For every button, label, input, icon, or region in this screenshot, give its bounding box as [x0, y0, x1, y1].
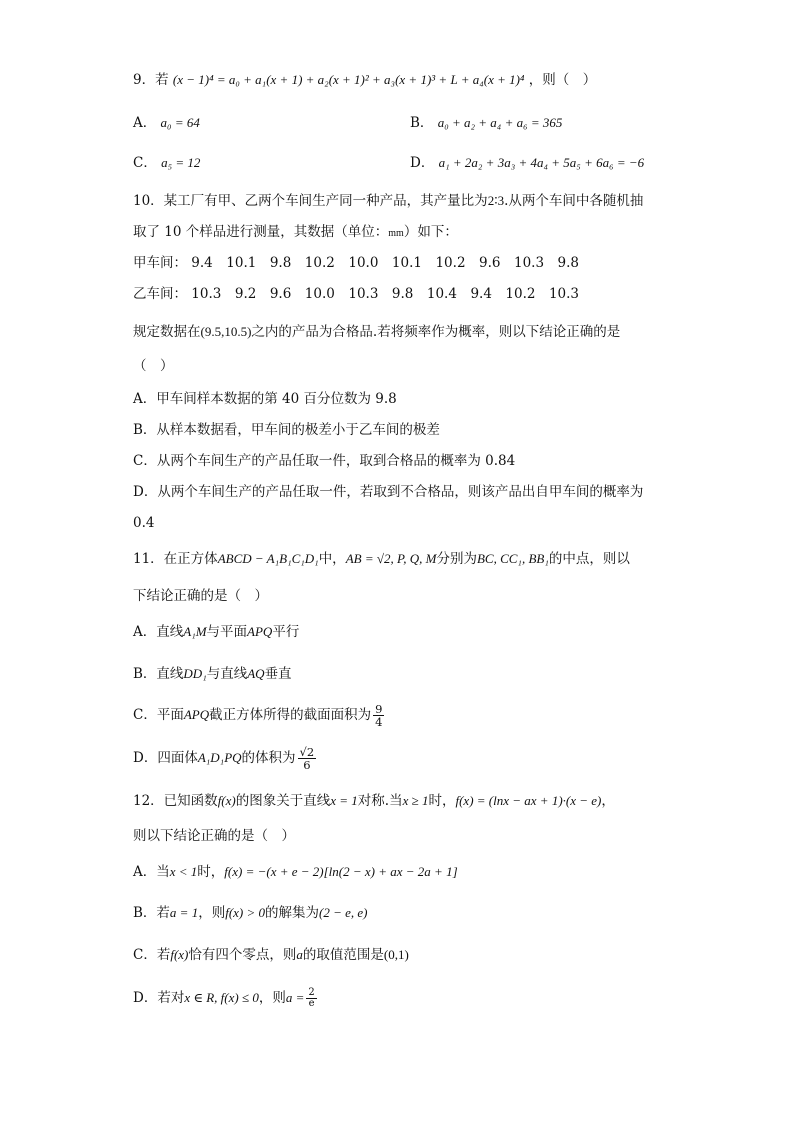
q12-c-pre: C．若: [133, 947, 171, 963]
q12-b-mid2: 的解集为: [265, 905, 320, 921]
q10-jia-label: 甲车间：: [133, 255, 187, 271]
q10-option-d-cont: 0.4: [133, 515, 155, 531]
q11-stem-line2: 下结论正确的是（ ）: [133, 588, 268, 604]
q10-rule: [133, 322, 620, 342]
q10-line2-b: ）如下：: [403, 224, 458, 240]
q12-b-cond: a = 1: [169, 905, 199, 920]
q11-d-den: 6: [303, 758, 311, 772]
q11-c-post: 截正方体所得的截面面积为: [209, 707, 372, 723]
q12-option-c: [133, 945, 409, 965]
q10-yi-label: 乙车间：: [133, 286, 187, 302]
q10-rule-b: 之内的产品为合格品.若将频率作为概率，则以下结论正确的是: [251, 324, 621, 340]
q12-c-range: (0,1): [383, 947, 409, 962]
q12-a-cond: x < 1: [169, 864, 198, 879]
q11-mid1: 中，: [318, 551, 346, 567]
q9-lead: 9．若: [133, 72, 169, 88]
q12-a-pre: A．当: [133, 864, 170, 880]
q10-line1-a: 10．某工厂有甲、乙两个车间生产同一种产品，其产量比为: [133, 193, 488, 209]
q9-option-b: [410, 113, 562, 133]
q12-mid2: 对称.当: [357, 793, 403, 809]
q9-stem: [133, 70, 596, 90]
q12-stem: [133, 791, 615, 811]
q9-expression: (x − 1)⁴ = a₀ + a₁(x + 1) + a₂(x + 1)² + a₃(x + 1)³ + L + a₄(x + 1)⁴: [172, 72, 525, 87]
q12-axis: x = 1: [330, 793, 358, 808]
q12-d-den: e: [308, 998, 315, 1009]
q10-jia-values: 9.4 10.1 9.8 10.2 10.0 10.1 10.2 9.6 10.3 9.8: [191, 255, 580, 271]
q12-c-fx: f(x): [170, 947, 189, 962]
q10-ratio: 2∶3: [487, 193, 505, 208]
q12-c-a: a: [296, 947, 303, 962]
q11-c-num: 9: [375, 702, 383, 716]
q10-jia-data: [133, 253, 579, 273]
q12-a-expr: f(x) = −(x + e − 2)[ln(2 − x) + ax − 2a + 1]: [224, 864, 458, 879]
q12-d-a: a =: [285, 990, 305, 1005]
q11-edges: BC, CC₁, BB₁: [476, 551, 549, 566]
q11-lead: 11．在正方体: [133, 551, 218, 567]
q12-d-pre: D．若对: [133, 990, 185, 1006]
q10-unit: mm: [388, 228, 404, 239]
q11-d-num: √2: [299, 745, 315, 759]
q12-b-mid1: ，则: [198, 905, 226, 921]
q11-stem: [133, 549, 630, 569]
q12-option-a: [133, 862, 458, 882]
q12-tail: ，: [601, 793, 615, 809]
q11-option-a: [133, 622, 299, 642]
q11-a-pre: A．直线: [133, 624, 184, 640]
q12-c-mid1: 恰有四个零点，则: [188, 947, 297, 963]
q9-a-expr: a₀ = 64: [160, 115, 200, 130]
q11-a-post: 平行: [272, 624, 300, 640]
q10-option-a: A．甲车间样本数据的第 40 百分位数为 9.8: [133, 391, 397, 407]
q11-tail: 的中点，则以: [548, 551, 630, 567]
q11-d-fraction: [298, 746, 317, 771]
q12-b-ineq: f(x) > 0: [225, 905, 266, 920]
q9-option-a: [133, 113, 200, 133]
q12-d-num: 2: [308, 987, 315, 998]
q9-d-label: D．: [410, 155, 435, 171]
q11-a-plane: APQ: [247, 624, 273, 639]
q10-stem-line2: [133, 222, 458, 244]
q11-option-c: [133, 703, 384, 728]
q11-a-mid: 与平面: [206, 624, 248, 640]
q11-cond: AB = √2, P, Q, M: [345, 551, 437, 566]
q12-option-d: [133, 988, 317, 1009]
q12-option-b: [133, 903, 368, 923]
q9-option-c: [133, 153, 200, 173]
q11-b-pre: B．直线: [133, 666, 184, 682]
q10-line1-b: .从两个车间中各随机抽: [504, 193, 644, 209]
q11-b-post: 垂直: [264, 666, 292, 682]
q12-definition: f(x) = (lnx − ax + 1)·(x − e): [455, 793, 602, 808]
q9-c-label: C．: [133, 155, 157, 171]
q11-d-pre: D．四面体: [133, 750, 198, 766]
q12-a-mid: 时，: [197, 864, 225, 880]
q10-option-b: B．从样本数据看，甲车间的极差小于乙车间的极差: [133, 422, 440, 438]
q10-line2-a: 取了 10 个样品进行测量，其数据（单位：: [133, 224, 389, 240]
q12-fx: f(x): [217, 793, 236, 808]
q11-option-b: [133, 664, 292, 684]
q12-mid3: 时，: [428, 793, 456, 809]
q9-a-label: A．: [133, 115, 157, 131]
q11-cube: ABCD − A₁B₁C₁D₁: [217, 551, 319, 566]
q9-option-d: [410, 153, 644, 173]
q10-paren: （ ）: [133, 358, 174, 374]
q12-stem-line2: 则以下结论正确的是（ ）: [133, 828, 295, 844]
q10-rule-a: 规定数据在: [133, 324, 201, 340]
q9-tail: ，则（ ）: [528, 72, 597, 88]
q12-cond: x ≥ 1: [402, 793, 429, 808]
q11-c-plane: APQ: [183, 707, 210, 722]
q12-b-set: (2 − e, e): [319, 905, 368, 920]
q12-d-mid: ，则: [258, 990, 286, 1006]
q11-c-pre: C．平面: [133, 707, 184, 723]
q11-a-line: A₁M: [183, 624, 207, 639]
q9-b-label: B．: [410, 115, 434, 131]
q12-b-pre: B．若: [133, 905, 170, 921]
q9-c-expr: a₅ = 12: [161, 155, 201, 170]
q11-mid2: 分别为: [436, 551, 477, 567]
q11-b-mid: 与直线: [206, 666, 248, 682]
q11-c-fraction: [373, 703, 384, 728]
q11-d-tetra: A₁D₁PQ: [197, 750, 242, 765]
q9-b-expr: a₀ + a₂ + a₄ + a₆ = 365: [437, 115, 563, 130]
q9-d-expr: a₁ + 2a₂ + 3a₃ + 4a₄ + 5a₅ + 6a₆ = −6: [438, 155, 645, 170]
q12-mid1: 的图象关于直线: [235, 793, 331, 809]
q11-b-line2: AQ: [247, 666, 265, 681]
q10-interval: (9.5,10.5): [200, 324, 252, 339]
q10-option-c: C．从两个车间生产的产品任取一件，取到合格品的概率为 0.84: [133, 453, 516, 469]
q10-option-d: D．从两个车间生产的产品任取一件，若取到不合格品，则该产品出自甲车间的概率为: [133, 484, 644, 500]
q11-option-d: [133, 746, 316, 771]
q12-d-cond: x ∈ R, f(x) ≤ 0: [184, 990, 259, 1005]
q12-lead: 12．已知函数: [133, 793, 218, 809]
q12-d-fraction: [306, 988, 316, 1009]
q10-yi-values: 10.3 9.2 9.6 10.0 10.3 9.8 10.4 9.4 10.2 10.3: [191, 286, 580, 302]
q11-c-den: 4: [375, 715, 383, 729]
q11-d-post: 的体积为: [241, 750, 296, 766]
q11-b-line1: DD₁: [183, 666, 207, 681]
q10-yi-data: [133, 284, 579, 304]
q10-stem-line1: [133, 191, 643, 211]
q12-c-mid2: 的取值范围是: [302, 947, 384, 963]
